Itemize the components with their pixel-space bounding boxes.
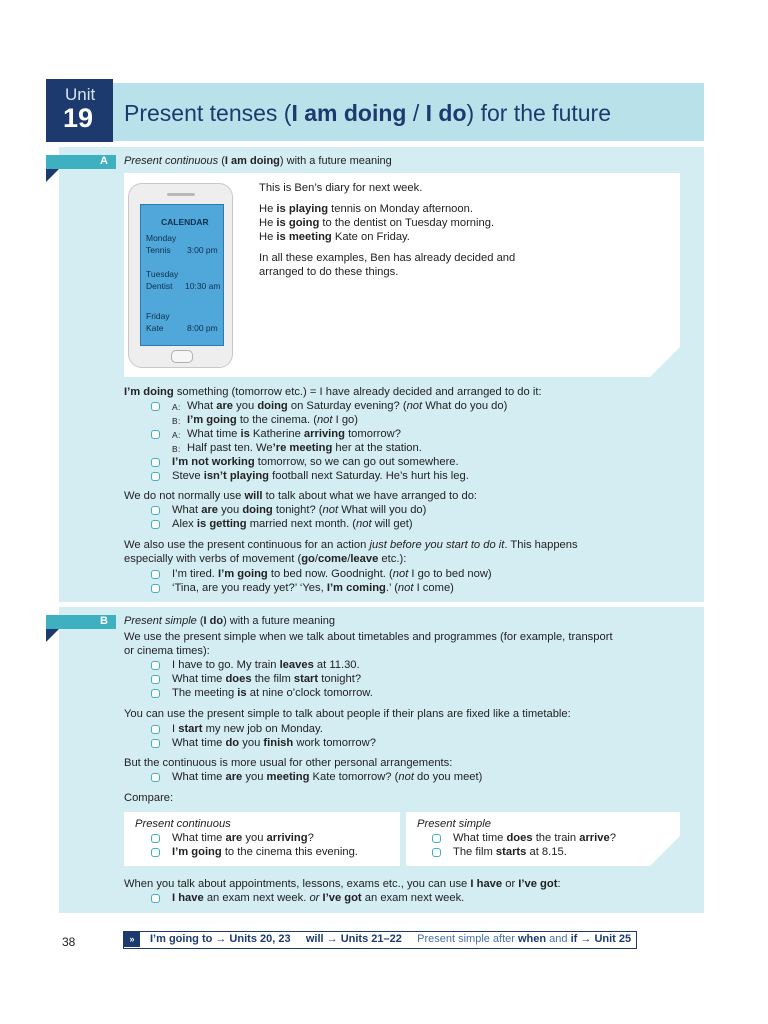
calendar-item: Kate [146,323,164,333]
rule-text: You can use the present simple to talk about people if their plans are fixed like a timetable: [124,708,571,720]
diary-note: In all these examples, Ben has already decided and [259,252,516,264]
rule-text: We also use the present continuous for an action just before you start to do it. This happens [124,539,578,551]
example-bullet [151,661,160,670]
speaker-label: A: [172,402,181,412]
rule-text: But the continuous is more usual for other personal arrangements: [124,757,453,769]
compare-box-corner [650,836,680,866]
ref-link[interactable]: will → Units 21–22 [305,933,402,945]
phone-illustration [128,183,233,368]
example-sentence: I’m not working tomorrow, so we can go out somewhere. [172,456,459,468]
diary-note: arranged to do these things. [259,266,399,278]
compare-label: Compare: [124,792,174,804]
example-bullet [151,848,160,857]
example-sentence: I start my new job on Monday. [172,723,323,735]
speaker-label: B: [172,444,181,454]
section-a-tab-corner [46,169,59,182]
cross-reference-links: I’m going to → Units 20, 23 will → Units 21–22 Present simple after when and if → Unit 25 [150,933,632,945]
calendar-time: 10:30 am [185,281,221,291]
example-sentence: What time is Katherine arriving tomorrow? [187,428,401,440]
example-bullet [151,894,160,903]
phone-screen [140,204,224,346]
example-sentence: What time do you finish work tomorrow? [172,737,376,749]
example-bullet [151,584,160,593]
calendar-title: CALENDAR [161,217,209,227]
example-sentence: Steve isn’t playing football next Saturday. He’s hurt his leg. [172,470,469,482]
speaker-label: A: [172,430,181,440]
calendar-time: 3:00 pm [187,245,218,255]
diary-example: He is playing tennis on Monday afternoon. [259,203,473,215]
rule-text: We use the present simple when we talk about timetables and programmes (for example, transport [124,631,613,643]
ref-link[interactable]: I’m going to → Units 20, 23 [150,933,291,945]
example-sentence: I have an exam next week. or I’ve got an exam next week. [172,892,465,904]
section-b-tab-corner [46,629,59,642]
diary-box-corner [650,347,680,377]
section-a-tab: A [46,155,116,169]
example-sentence: Alex is getting married next month. (not will get) [172,518,413,530]
diary-example: He is going to the dentist on Tuesday morning. [259,217,495,229]
example-bullet [151,458,160,467]
example-bullet [151,773,160,782]
page-number: 38 [62,935,76,949]
calendar-item: Tennis [146,245,171,255]
phone-speaker [167,193,195,196]
diary-example: He is meeting Kate on Friday. [259,231,410,243]
rule-text: We do not normally use will to talk about what we have arranged to do: [124,490,478,502]
example-bullet [432,848,441,857]
phone-home-button [171,350,193,363]
compare-heading: Present simple [417,818,491,830]
section-a-heading: Present continuous (I am doing) with a future meaning [124,155,392,167]
example-bullet [151,570,160,579]
example-sentence: What time does the film start tonight? [172,673,362,685]
calendar-day: Tuesday [146,269,179,279]
example-sentence: What are you doing tonight? (not What will you do) [172,504,427,516]
example-bullet [151,472,160,481]
example-sentence: What time are you arriving? [172,832,314,844]
section-b-heading: Present simple (I do) with a future meaning [124,615,335,627]
example-bullet [151,520,160,529]
speaker-label: B: [172,416,181,426]
example-bullet [151,506,160,515]
example-bullet [151,675,160,684]
compare-heading: Present continuous [135,818,231,830]
example-sentence: What time does the train arrive? [453,832,616,844]
rule-text: especially with verbs of movement (go/come/leave etc.): [124,553,407,565]
title-bar [113,83,704,141]
unit-badge [46,79,113,142]
unit-label: Unit [65,85,96,104]
example-bullet [151,834,160,843]
example-bullet [432,834,441,843]
example-bullet [151,739,160,748]
example-sentence: What are you doing on Saturday evening? (not What do you do) [187,400,508,412]
example-sentence: I have to go. My train leaves at 11.30. [172,659,360,671]
calendar-day: Friday [146,311,170,321]
example-sentence: The film starts at 8.15. [453,846,567,858]
example-bullet [151,725,160,734]
diary-intro: This is Ben’s diary for next week. [259,182,423,194]
example-sentence: The meeting is at nine o’clock tomorrow. [172,687,373,699]
example-bullet [151,402,160,411]
example-bullet [151,430,160,439]
ref-link[interactable]: → Unit 25 [577,933,632,945]
example-sentence: I’m tired. I’m going to bed now. Goodnight. (not I go to bed now) [172,568,492,580]
calendar-time: 8:00 pm [187,323,218,333]
rule-text: I’m doing something (tomorrow etc.) = I have already decided and arranged to do it: [124,386,542,398]
rule-text: or cinema times): [124,645,210,657]
rule-text: When you talk about appointments, lessons, exams etc., you can use I have or I’ve got: [124,878,561,890]
example-sentence: ‘Tina, are you ready yet?’ ‘Yes, I’m coming.’ (not I come) [172,582,454,594]
example-bullet [151,689,160,698]
calendar-item: Dentist [146,281,173,291]
double-chevron-icon: » [124,932,140,947]
unit-number: 19 [63,103,94,133]
cross-reference-bar [123,931,637,949]
example-sentence: I’m going to the cinema this evening. [172,846,358,858]
section-b-tab: B [46,615,116,629]
example-sentence: I’m going to the cinema. (not I go) [187,414,358,426]
example-sentence: Half past ten. We’re meeting her at the station. [187,442,422,454]
page-title: Present tenses (I am doing / I do) for the future [124,100,611,126]
calendar-day: Monday [146,233,177,243]
example-sentence: What time are you meeting Kate tomorrow? (not do you meet) [172,771,483,783]
